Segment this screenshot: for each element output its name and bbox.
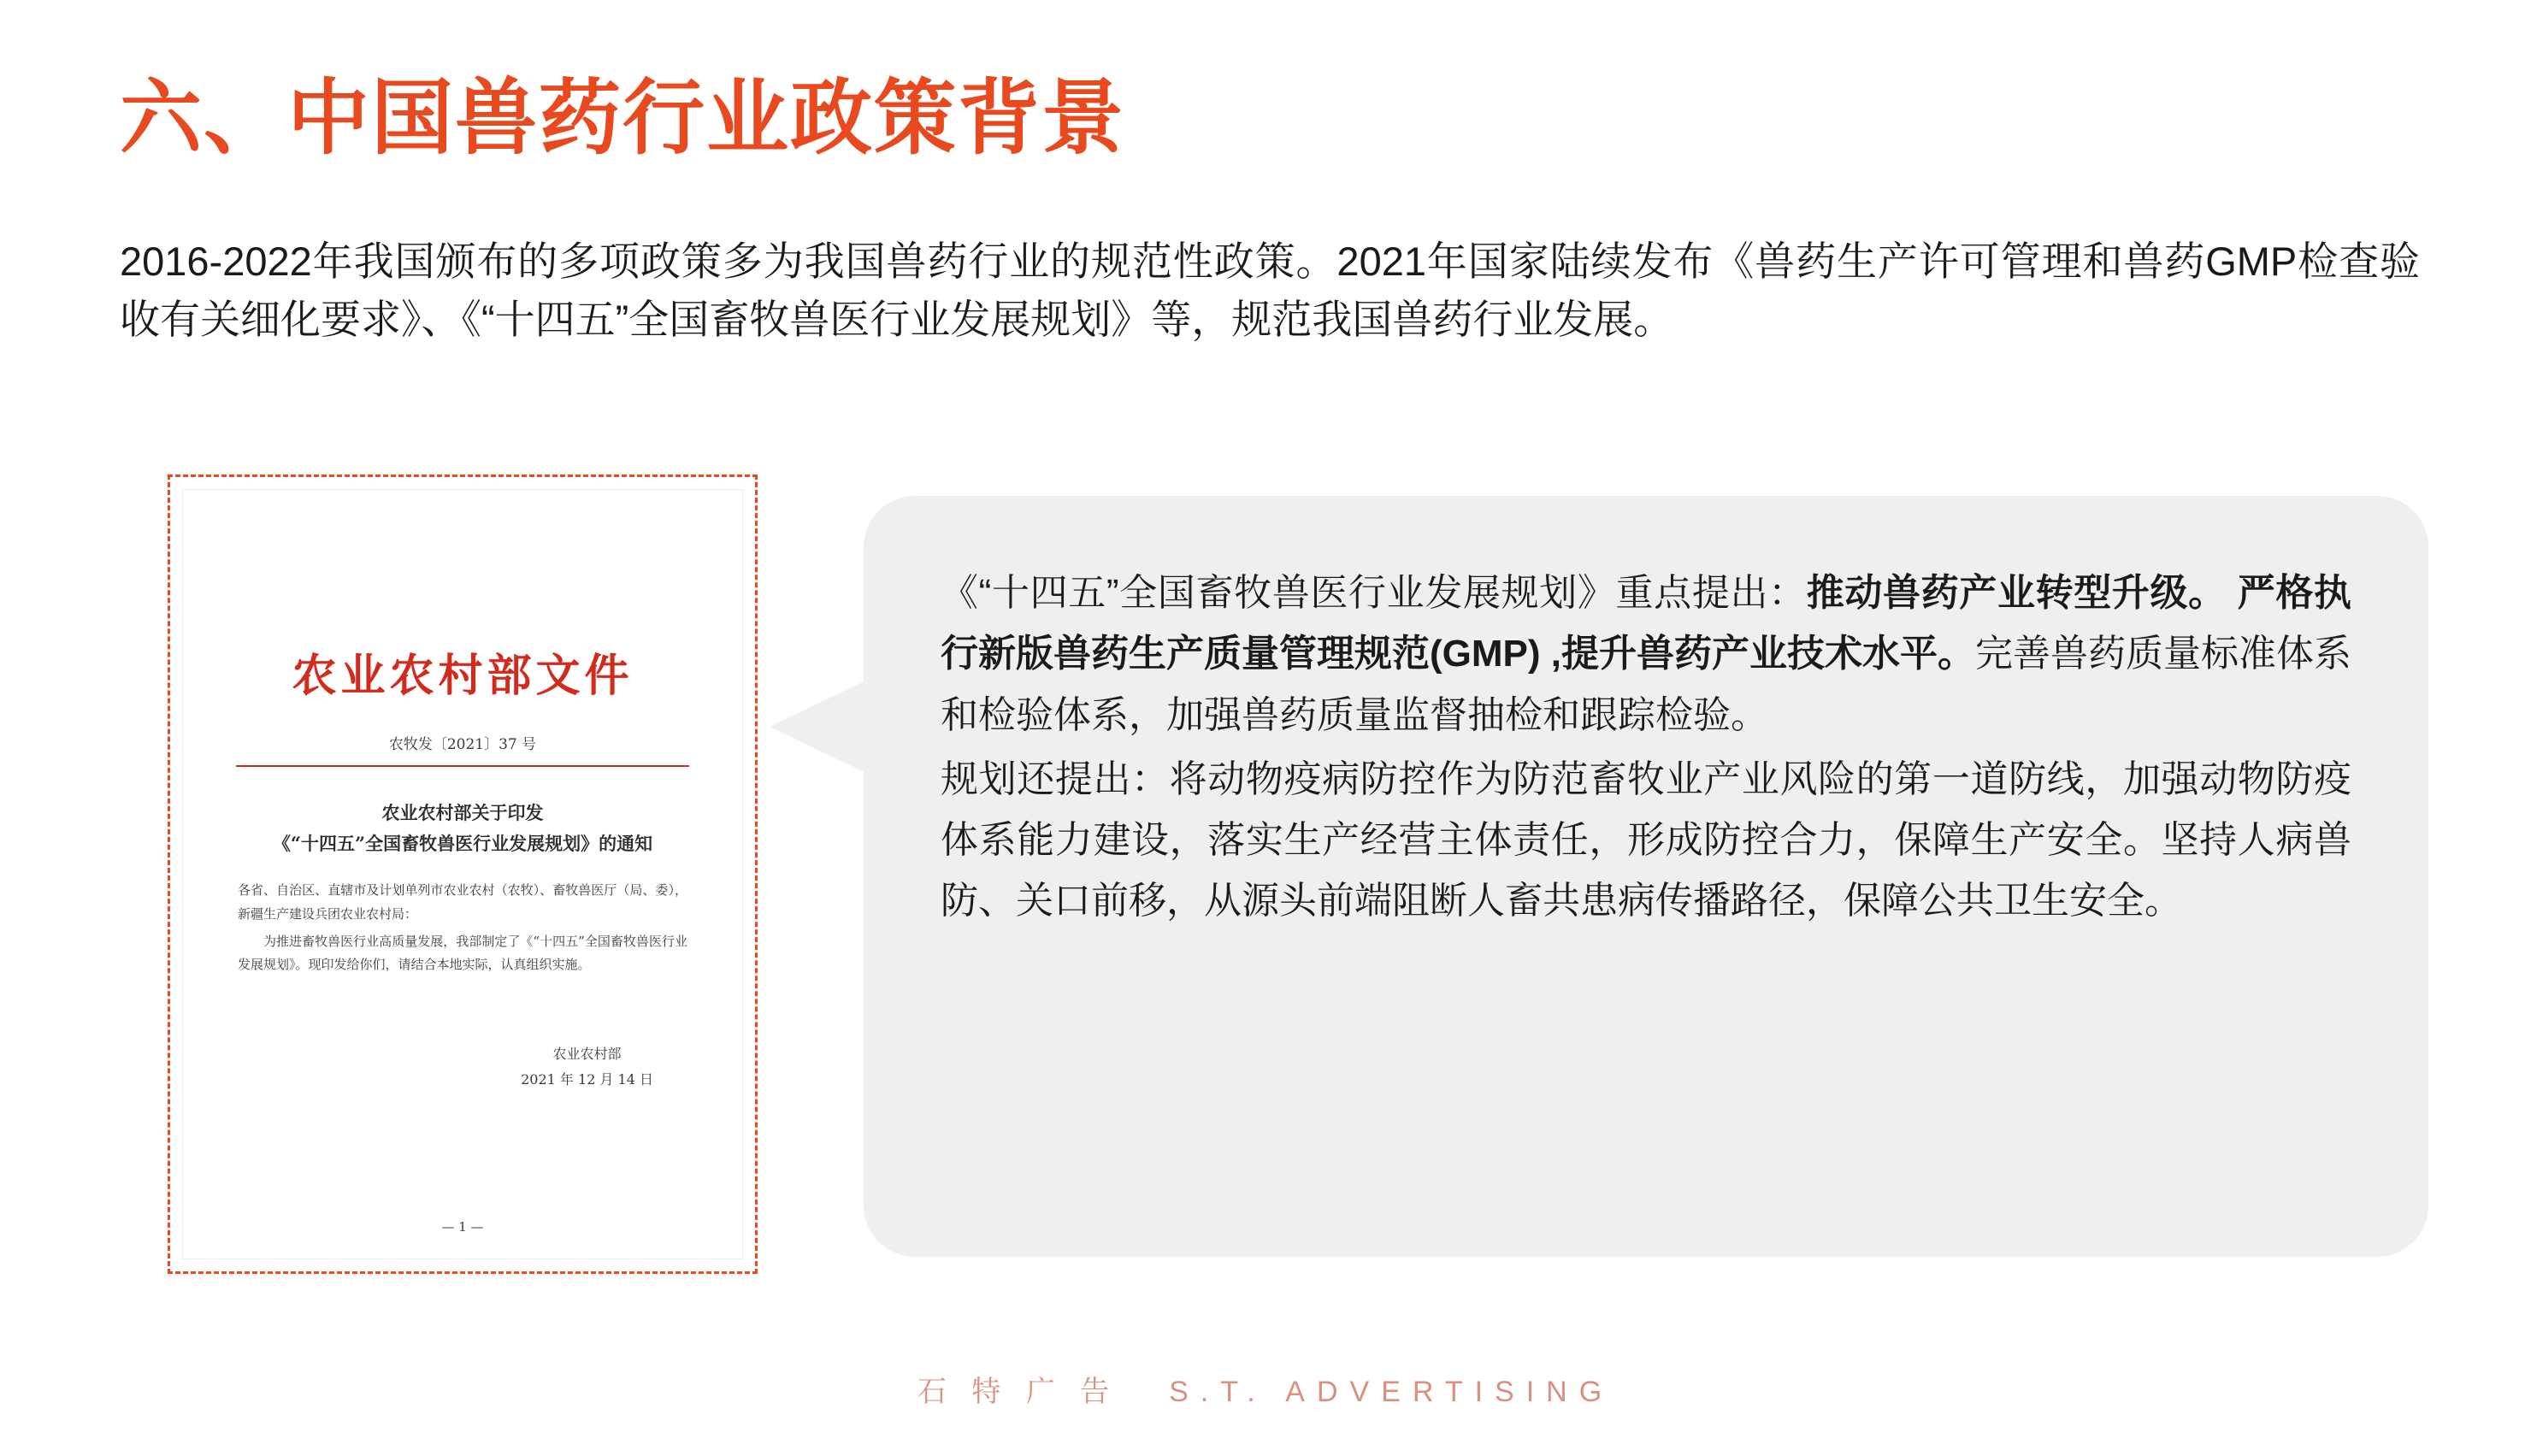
callout-para1-suffix: 完善兽药质量标准体系和检验体系，加强兽药质量监督抽检和跟踪检验。 xyxy=(941,633,2352,736)
document-signature-org: 农业农村部 xyxy=(552,1046,622,1062)
callout-para1-prefix: 《“十四五”全国畜牧兽医行业发展规划》重点提出： xyxy=(941,572,1807,614)
document-signature-date: 2021 年 12 月 14 日 xyxy=(521,1071,653,1088)
callout-bubble xyxy=(864,496,2428,1257)
document-subject xyxy=(226,798,699,858)
document-page xyxy=(182,489,743,1259)
callout-paragraph-1 xyxy=(941,563,2351,746)
footer xyxy=(0,1368,2531,1410)
document-page-marker: — 1 — xyxy=(441,1219,484,1235)
document-divider xyxy=(236,765,689,767)
document-body-paragraph: 各省、自治区、直辖市及计划单列市农业农村（农牧）、畜牧兽医厅（局、委），新疆生产建设兵团农业农村局： xyxy=(238,882,687,922)
document-subject-line1: 农业农村部关于印发 xyxy=(381,802,544,823)
callout-tail-icon xyxy=(770,675,876,778)
footer-brand-cn: 石 特 广 告 xyxy=(917,1376,1118,1408)
callout-paragraph-2: 规划还提出：将动物疫病防控作为防范畜牧业产业风险的第一道防线，加强动物防疫体系能力建设，落实生产经营主体责任，形成防控合力，保障生产安全。坚持人病兽防、关口前移，从源头前端阻断人畜共患病传播路径，保障公共卫生安全。 xyxy=(941,757,2351,923)
document-header: 农业农村部文件 xyxy=(292,650,634,702)
document-body-paragraph: 为推进畜牧兽医行业高质量发展，我部制定了《“十四五”全国畜牧兽医行业发展规划》。现印发给你们，请结合本地实际，认真组织实施。 xyxy=(238,933,687,973)
callout-para1-bold: 推动兽药产业转型升级。 严格执行新版兽药生产质量管理规范(GMP) ,提升兽药产业技术水平。 xyxy=(941,572,2351,675)
document-subject-line2: 《“十四五”全国畜牧兽医行业发展规划》的通知 xyxy=(272,832,653,854)
page-title: 六、中国兽药行业政策背景 xyxy=(120,73,1125,164)
document-signature xyxy=(521,1041,653,1093)
document-body xyxy=(238,879,687,981)
document-number: 农牧发〔2021〕37 号 xyxy=(388,736,537,753)
policy-document-image xyxy=(168,475,758,1274)
footer-brand-en: S.T. ADVERTISING xyxy=(1169,1376,1614,1408)
intro-paragraph: 2016-2022年我国颁布的多项政策多为我国兽药行业的规范性政策。2021年国家陆续发布《兽药生产许可管理和兽药GMP检查验收有关细化要求》、《“十四五”全国畜牧兽医行业发展规划》等，规范我国兽药行业发展。 xyxy=(120,239,2420,343)
